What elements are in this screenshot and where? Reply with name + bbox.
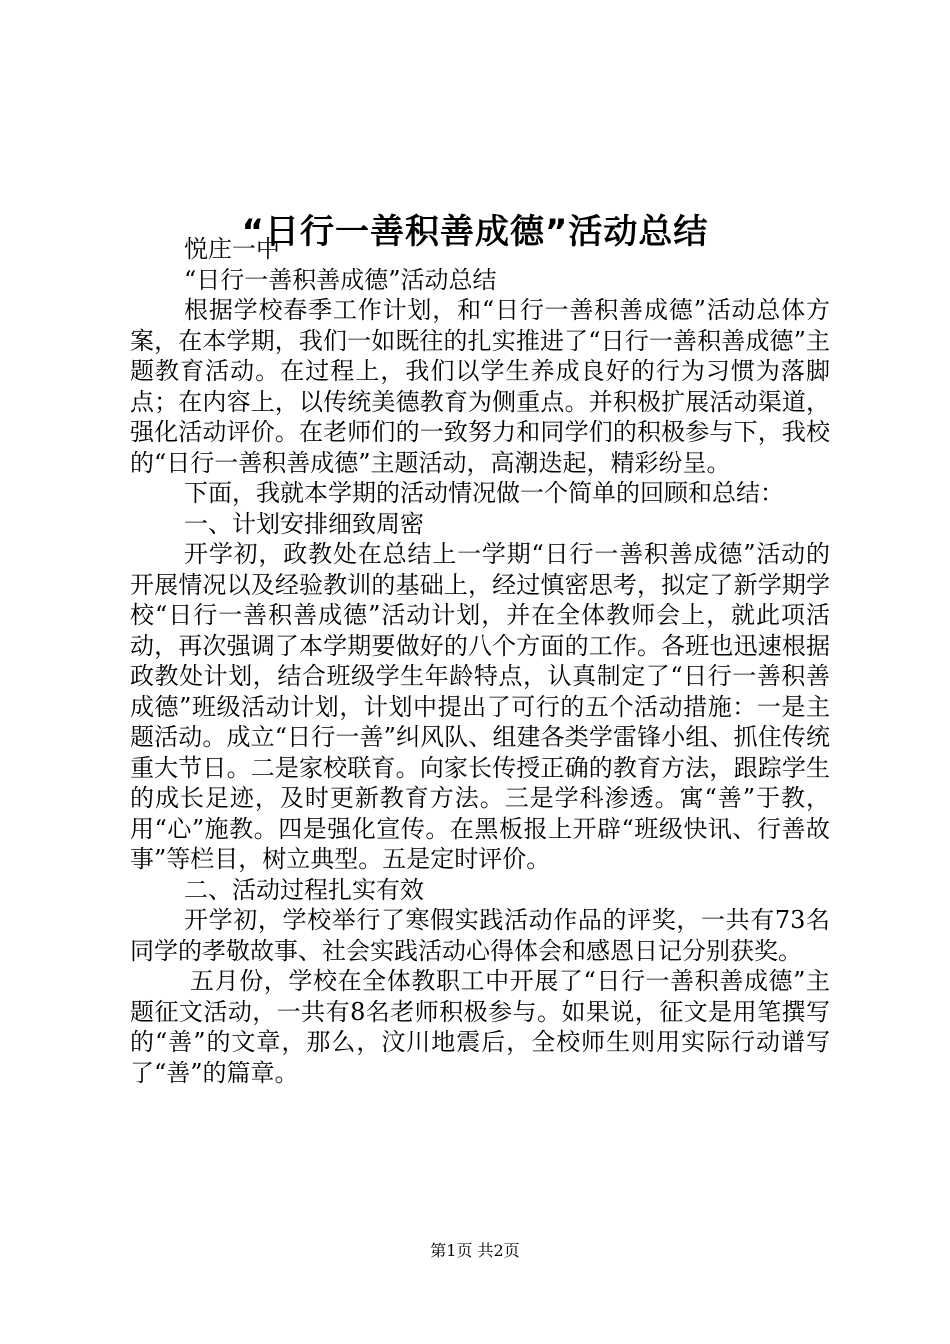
school-name: 悦庄一中 xyxy=(184,235,280,263)
body-paragraph: 下面，我就本学期的活动情况做一个简单的回顾和总结： xyxy=(184,479,784,507)
section-heading: 二、活动过程扎实有效 xyxy=(184,875,424,904)
body-paragraph: 根据学校春季工作计划，和“日行一善积善成德”活动总体方案，在本学期，我们一如既往的扎实推进了“日行一善积善成德”主题教育活动。在过程上，我们以学生养成良好的行为习惯为落脚点；在内容上，以传统美德教育为侧重点。并积极扩展活动渠道，强化活动评价。在老师们的一致努力和同学们的积极参与下，我校的“日行一善积善成德”主题活动，高潮迭起，精彩纷呈。 xyxy=(130,296,830,477)
body-paragraph: 开学初，政教处在总结上一学期“日行一善积善成德”活动的开展情况以及经验教训的基础上，经过慎密思考，拟定了新学期学校“日行一善积善成德”活动计划，并在全体教师会上，就此项活动，再次强调了本学期要做好的八个方面的工作。各班也迅速根据政教处计划，结合班级学生年龄特点，认真制定了“日行一善积善成德”班级活动计划，计划中提出了可行的五个活动措施：一是主题活动。成立“日行一善”纠风队、组建各类学雷锋小组、抓住传统重大节日。二是家校联育。向家长传授正确的教育方法，跟踪学生的成长足迹，及时更新教育方法。三是学科渗透。寓“善”于教，用“心”施教。四是强化宣传。在黑板报上开辟“班级快讯、行善故事”等栏目，树立典型。五是定时评价。 xyxy=(130,540,830,873)
page-indicator: 第1页 共2页 xyxy=(430,1241,520,1260)
page-title: “日行一善积善成德”活动总结 xyxy=(241,211,709,252)
body-paragraph: 开学初，学校举行了寒假实践活动作品的评奖，一共有73名同学的孝敬故事、社会实践活动心得体会和感恩日记分别获奖。 xyxy=(130,906,830,965)
body-paragraph: 五月份，学校在全体教职工中开展了“日行一善积善成德”主题征文活动，一共有8名老师积极参与。如果说，征文是用笔撰写的“善”的文章，那么，汶川地震后，全校师生则用实际行动谱写了“善”的篇章。 xyxy=(130,967,830,1087)
subtitle: “日行一善积善成德”活动总结 xyxy=(184,265,497,294)
document-body xyxy=(130,234,830,1088)
section-heading: 一、计划安排细致周密 xyxy=(184,509,424,538)
